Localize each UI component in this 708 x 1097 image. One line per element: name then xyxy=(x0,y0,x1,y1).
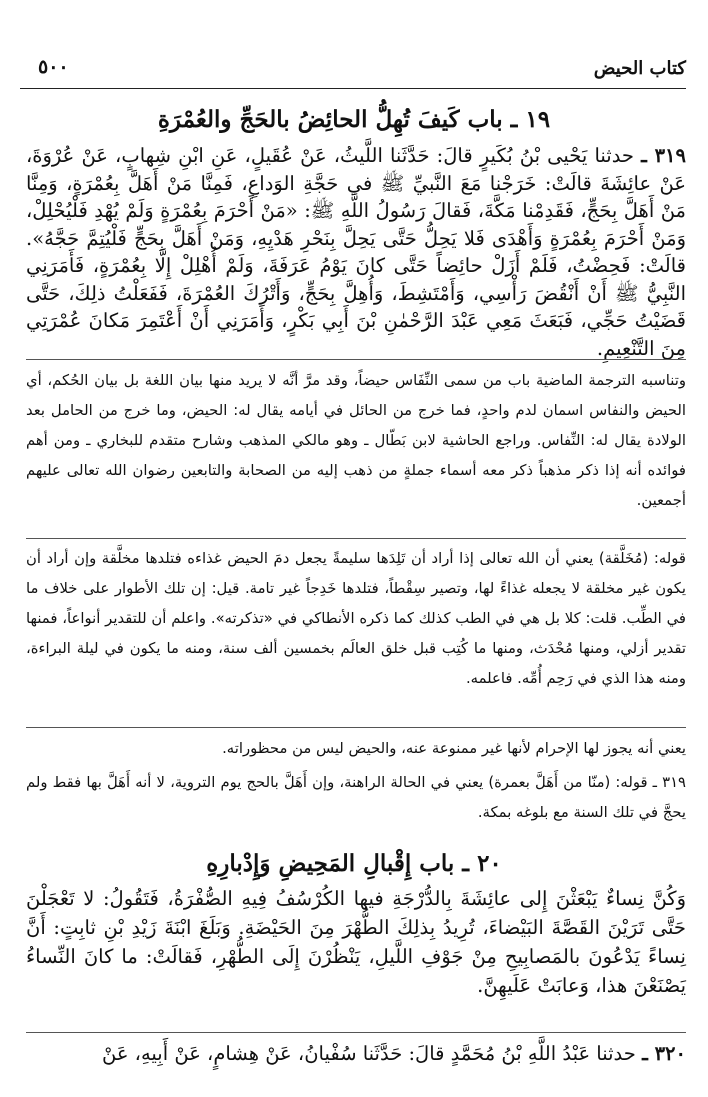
page-number: ٥٠٠ xyxy=(38,56,69,78)
running-head xyxy=(20,54,686,89)
book-title: كتاب الحيض xyxy=(593,58,686,79)
hadith-319-text: حدثنا يَحْيى بْنُ بُكَيرٍ قالَ: حَدَّثَنا اللَّيثُ، عَنْ عُقَيلٍ، عَنِ ابْنِ شِهابٍ، عَنْ عُرْوَةَ، عَنْ عائِشَةَ قالَتْ: خَرَجْنا مَعَ النَّبيِّ ﷺ في حَجَّةِ الوَداعِ، فَمِنَّا مَنْ أَهَلَّ بِعُمْرَةٍ، وَمِنَّا مَنْ أَهَلَّ بِحَجٍّ، فَقَدِمْنا مَكَّةَ، فَقالَ رَسُولُ اللَّهِ ﷺ: «مَنْ أَحْرَمَ بِعُمْرَةٍ وَلَمْ يُهْدِ فَلْيُحْلِلْ، وَمَنْ أَحْرَمَ بِعُمْرَةٍ وَأَهْدَى فَلا يَحِلُّ حَتَّى يَحِلَّ بِنَحْرِ هَدْيِهِ، وَمَنْ أَهَلَّ بِحَجٍّ فَلْيُتِمَّ حَجَّهُ». قالَتْ: فَحِضْتُ، فَلَمْ أَزَلْ حائِضاً حَتَّى كانَ يَوْمُ عَرَفَةَ، وَلَمْ أُهْلِلْ إِلَّا بِعُمْرَةٍ، فَأَمَرَنِي النَّبِيُّ ﷺ أَنْ أَنْقُضَ رَأْسِي، وَأَمْتَشِطَ، وَأُهِلَّ بِحَجٍّ، وَأَتْرُكَ العُمْرَةَ، فَفَعَلْتُ ذلِكَ، حَتَّى قَضَيْتُ حَجِّي، فَبَعَثَ مَعِي عَبْدَ الرَّحْمٰنِ بْنَ أَبِي بَكْرٍ، وَأَمَرَنِي أَنْ أَعْتَمِرَ مَكانَ عُمْرَتِي مِنَ التَّنْعِيمِ. xyxy=(26,144,686,360)
hadith-319-number: ٣١٩ ـ xyxy=(641,144,686,167)
section-divider-4 xyxy=(26,1032,686,1033)
commentary-paragraph-3: يعني أنه يجوز لها الإحرام لأنها غير ممنوعة عنه، والحيض ليس من محظوراته. xyxy=(222,740,686,757)
chapter-20-heading: ٢٠ ـ باب إِقْبالِ المَحِيضِ وَإِدْبارِهِ xyxy=(206,850,502,877)
chapter-19-heading: ١٩ ـ باب كَيفَ تُهِلُّ الحائِضُ بالحَجِّ والعُمْرَةِ xyxy=(157,106,551,133)
hadith-319 xyxy=(26,142,686,362)
chapter-20-athar: وَكُنَّ نِساءٌ يَبْعَثْنَ إِلى عائِشَةَ بِالدُّرْجَةِ فيها الكُرْسُفُ فِيهِ الصُّفْرَةُ، فَتَقُولُ: لا تَعْجَلْنَ حَتَّى تَرَيْنَ القَصَّةَ البَيْضاءَ، تُرِيدُ بِذلِكَ الطُّهْرَ مِنَ الحَيْضَةِ. وَبَلَغَ ابْنَةَ زَيْدِ بْنِ ثابِتٍ: أَنَّ نِساءً يَدْعُونَ بالمَصابِيحِ مِنْ جَوْفِ اللَّيلِ، يَنْظُرْنَ إِلَى الطُّهْرِ، فَقالَتْ: ما كانَ النِّساءُ يَصْنَعْنَ هذا، وَعابَتْ عَلَيهِنَّ. xyxy=(26,887,686,997)
commentary-paragraph-1: وتناسبه الترجمة الماضية باب من سمى النِّفَاس حيضاً، وقد مرَّ أنَّه لا يريد منها بيان اللغة بل بيان الحُكم، أي الحيض والنفاس اسمان لدم واحدٍ، فما خرج من الحائل في أيامه يقال له: الحيض، وما خرج من الحامل بعد الولادة يقال له: النِّفاس. وراجع الحاشية لابن بَطّال ـ وهو مالكي المذهب وشارح متقدم للبخاري ـ ومن أهم فوائده أنه إذا ذكر مذهباً ذكر معه أسماء جملةٍ من ذهب إليه من الصحابة والتابعين رضوان الله تعالى عليهم أجمعين. xyxy=(26,372,686,509)
section-divider-1 xyxy=(26,359,686,360)
section-divider-3 xyxy=(26,727,686,728)
hadith-320-number: ٣٢٠ ـ xyxy=(642,1042,686,1065)
hadith-320 xyxy=(26,1040,686,1068)
hadith-320-text: حدثنا عَبْدُ اللَّهِ بْنُ مُحَمَّدٍ قالَ: حَدَّثَنا سُفْيانُ، عَنْ هِشامٍ، عَنْ أَبِيهِ، عَنْ xyxy=(102,1042,636,1065)
section-divider-2 xyxy=(26,538,686,539)
commentary-paragraph-4: ٣١٩ ـ قوله: (منّا من أَهَلَّ بعمرة) يعني في الحالة الراهنة، وإن أَهَلَّ بالحج يوم التروية، لا أنه أَهَلَّ بها فقط ولم يحجَّ في تلك السنة مع بلوغه بمكة. xyxy=(26,774,686,821)
commentary-paragraph-2: قوله: (مُخَلَّقة) يعني أن الله تعالى إذا أراد أن تَلِدَها سليمةً يجعل دمَ الحيض غذاءه فتلدها مخلَّقة وإن أراد أن يكون غير مخلقة لا يجعله غذاءً لها، وتصير سِقْطاً، فتلدها خَدِجاً غير تامة. قيل: إن تلك الأطوار على خلاف ما في الطِّب. قلت: كلا بل هي في الطب كذلك كما ذكره الأنطاكي في «تذكرته». واعلم أن للتقدير أنواعاً، فمنها تقدير أزلي، ومنها مُحْدَث، ومنها ما كُتِب قبل خلق العالَم بخمسين ألف سنة، ومنه ما يكون في ليلة البراءة، ومنه هذا الذي في رَحِم أُمِّه. فاعلمه. xyxy=(26,550,686,687)
